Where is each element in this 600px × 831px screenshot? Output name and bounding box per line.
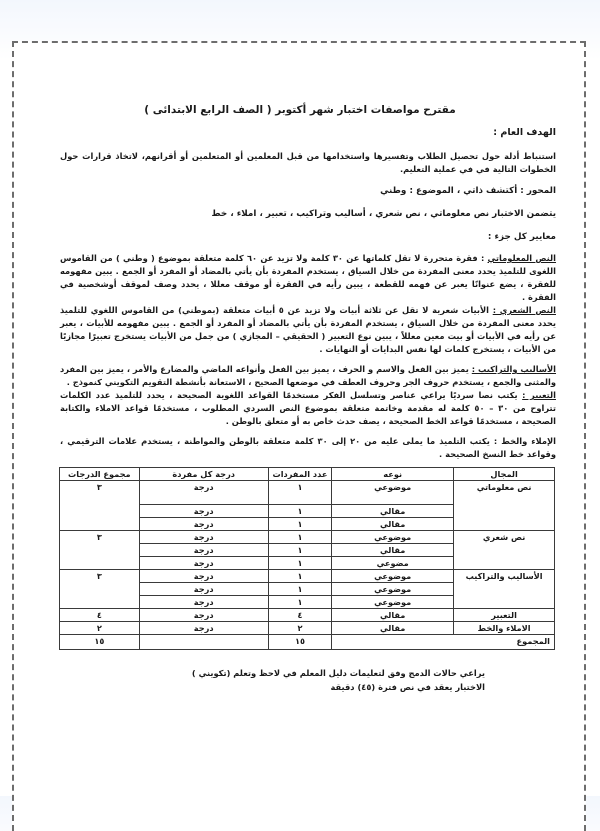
section-label: النص الشعري : bbox=[492, 305, 556, 315]
grade-cell: درجة bbox=[139, 481, 268, 505]
total-cell: ٣ bbox=[60, 531, 140, 570]
section-label: النص المعلوماتي bbox=[487, 253, 557, 263]
section-body: يميز بين الفعل والاسم و الحرف ، يميز بين الفعل وأنواعه الماضي والمضارع والأمر ، يميز بين المفرد والمثنى والجمع ، يستخدم حروف الجر وحروف العطف في موضعها الصحيح ، الاستعانة بأنشطة التقويم التكويني كنموذج . bbox=[60, 364, 556, 387]
count-cell: ١ bbox=[268, 544, 332, 557]
type-cell: مضوعي bbox=[332, 557, 454, 570]
table-header-row bbox=[60, 468, 555, 481]
criteria-heading: معايير كل جزء : bbox=[487, 232, 556, 242]
count-cell: ١ bbox=[268, 518, 332, 531]
type-cell: موضوعي bbox=[332, 481, 454, 505]
section-label: الأساليب والتراكيب : bbox=[471, 364, 557, 374]
count-cell: ١ bbox=[268, 570, 332, 583]
count-cell: ١ bbox=[268, 583, 332, 596]
general-goal-text: استنباط أدلة حول تحصيل الطلاب وتفسيرها واستخدامها من قبل المعلمين أو المتعلمين أو أقرانهم، لاتخاذ قرارات حول الخطوات التالية في في عملية التعليم. bbox=[60, 151, 556, 174]
table-row bbox=[60, 570, 555, 583]
type-cell: موضوعي bbox=[332, 583, 454, 596]
type-cell: موضوعي bbox=[332, 570, 454, 583]
domain-cell: الأساليب والتراكيب bbox=[454, 570, 555, 609]
header-domain: المجال bbox=[454, 468, 555, 481]
count-cell: ١ bbox=[268, 531, 332, 544]
section-label: الإملاء والخط : bbox=[493, 436, 556, 446]
section-body: يكتب نصا سرديًا يراعي عناصر وتسلسل الفكر مستخدمًا القواعد اللغوية الصحيحة ، يحدد للتلميذ عدد الكلمات تتراوح من ٣٠ – ٥٠ كلمة له مقدمة وخاتمة متعلقة بموضوع النص السردي المطلوب ، مستخدمًا قواعد الاملاء والكتابة الصحيحة ، مستخدمًا قواعد الخط الصحيحة ، يصف حدث خاص به أو متعلق بالوطن . bbox=[60, 390, 556, 426]
sum-count: ١٥ bbox=[268, 635, 332, 650]
general-goal-heading: الهدف العام : bbox=[493, 127, 556, 138]
table-row bbox=[60, 481, 555, 505]
sum-label: المجموع bbox=[332, 635, 555, 650]
type-cell: مقالي bbox=[332, 609, 454, 622]
grade-cell: درجة bbox=[139, 622, 268, 635]
total-cell: ٢ bbox=[60, 622, 140, 635]
grade-cell: درجة bbox=[139, 583, 268, 596]
type-cell: مقالي bbox=[332, 622, 454, 635]
specification-table bbox=[59, 467, 555, 650]
count-cell: ١ bbox=[268, 505, 332, 518]
total-cell: ٤ bbox=[60, 609, 140, 622]
header-count: عدد المفردات bbox=[268, 468, 332, 481]
type-cell: مقالي bbox=[332, 518, 454, 531]
section-body: الأبيات شعرية لا تقل عن ثلاثة أبيات ولا تزيد عن ٥ أبيات متعلقة (بموطني) من القاموس اللغوي للتلميذ يحدد معنى المفردة من خلال السياق ، يستخدم المفردة بأن يأتي بالمضاد أو المفرد أو الجمع . يبين مفهومه للأبيات ، يعبر عن رأيه في الأبيات أو بيت معين معللاً ، يبين نوع التعبير ( الحقيقي – المجازي ) من جمل من الأبيات يستخرج تعبيرًا مجازيًا من الأبيات ، يستخرج كلمات لها نفس البدايات أو النهايات . bbox=[60, 305, 556, 354]
section-body: يكتب التلميذ ما يملى عليه من ٢٠ إلى ٣٠ كلمة متعلقة بالوطن والمواطنة ، يستخدم علامات الترقيمي ، وقواعد خط النسخ الصحيحة . bbox=[60, 436, 556, 459]
domain-cell: التعبير bbox=[454, 609, 555, 622]
grade-cell: درجة bbox=[139, 570, 268, 583]
domain-cell: نص شعري bbox=[454, 531, 555, 570]
axis-line: المحور : أكتشف ذاتي ، الموضوع : وطني bbox=[380, 186, 556, 196]
grade-cell: درجة bbox=[139, 609, 268, 622]
grade-cell: درجة bbox=[139, 596, 268, 609]
header-total-grades: مجموع الدرجات bbox=[60, 468, 140, 481]
domain-cell: نص معلوماتي bbox=[454, 481, 555, 531]
total-cell: ٣ bbox=[60, 570, 140, 609]
section-body: : فقرة متحررة لا تقل كلماتها عن ٣٠ كلمة ولا تزيد عن ٦٠ كلمة متعلقة بموضوع ( وطني ) من القاموس اللغوى للتلميذ يحدد معنى المفردة من خلال السياق ، يستخدم المفردة بأن يأتي بالمضاد أو المفرد أو الجمع . يبين مفهومه للفقرة ، يضع عنوانًا يعبر عن فهمه للقطعة ، يبين رأيه في الفقرة أو موقف معللا ، يحدد وصف لموقف أوشخصية في الفقرة . bbox=[60, 253, 556, 302]
footer-note-inclusion: يراعي حالات الدمج وفق لتعليمات دليل المعلم في لاحظ وتعلم (تكويني ) bbox=[191, 668, 485, 678]
grade-cell: درجة bbox=[139, 518, 268, 531]
table-sum-row bbox=[60, 635, 555, 650]
total-cell: ٣ bbox=[60, 481, 140, 531]
section-poetic-text bbox=[60, 304, 556, 356]
grade-cell: درجة bbox=[139, 544, 268, 557]
type-cell: موضوعي bbox=[332, 596, 454, 609]
document-title: مقترح مواصفات اختبار شهر أكتوبر ( الصف الرابع الابتدائى ) bbox=[144, 104, 456, 116]
type-cell: مقالي bbox=[332, 544, 454, 557]
count-cell: ٢ bbox=[268, 622, 332, 635]
table-row bbox=[60, 531, 555, 544]
count-cell: ١ bbox=[268, 596, 332, 609]
section-styles-structures bbox=[60, 363, 556, 389]
type-cell: مقالي bbox=[332, 505, 454, 518]
section-expression bbox=[60, 389, 556, 428]
table-row bbox=[60, 609, 555, 622]
header-grade-per-item: درجة كل مفردة bbox=[139, 468, 268, 481]
section-dictation-handwriting bbox=[60, 435, 556, 461]
type-cell: موضوعي bbox=[332, 531, 454, 544]
header-type: نوعه bbox=[332, 468, 454, 481]
footer-note-duration: الاختبار يعقد في نص فترة (٤٥) دقيقة bbox=[330, 682, 485, 692]
table-row bbox=[60, 622, 555, 635]
sum-grade bbox=[139, 635, 268, 650]
grade-cell: درجة bbox=[139, 531, 268, 544]
count-cell: ٤ bbox=[268, 609, 332, 622]
grade-cell: درجة bbox=[139, 557, 268, 570]
count-cell: ١ bbox=[268, 557, 332, 570]
grade-cell: درجة bbox=[139, 505, 268, 518]
sum-total: ١٥ bbox=[60, 635, 140, 650]
section-informational-text bbox=[60, 252, 556, 304]
domain-cell: الاملاء والخط bbox=[454, 622, 555, 635]
section-label: التعبير : bbox=[522, 390, 556, 400]
count-cell: ١ bbox=[268, 481, 332, 505]
contents-line: يتضمن الاختبار نص معلوماتي ، نص شعري ، أساليب وتراكيب ، تعبير ، املاء ، خط bbox=[211, 209, 556, 219]
